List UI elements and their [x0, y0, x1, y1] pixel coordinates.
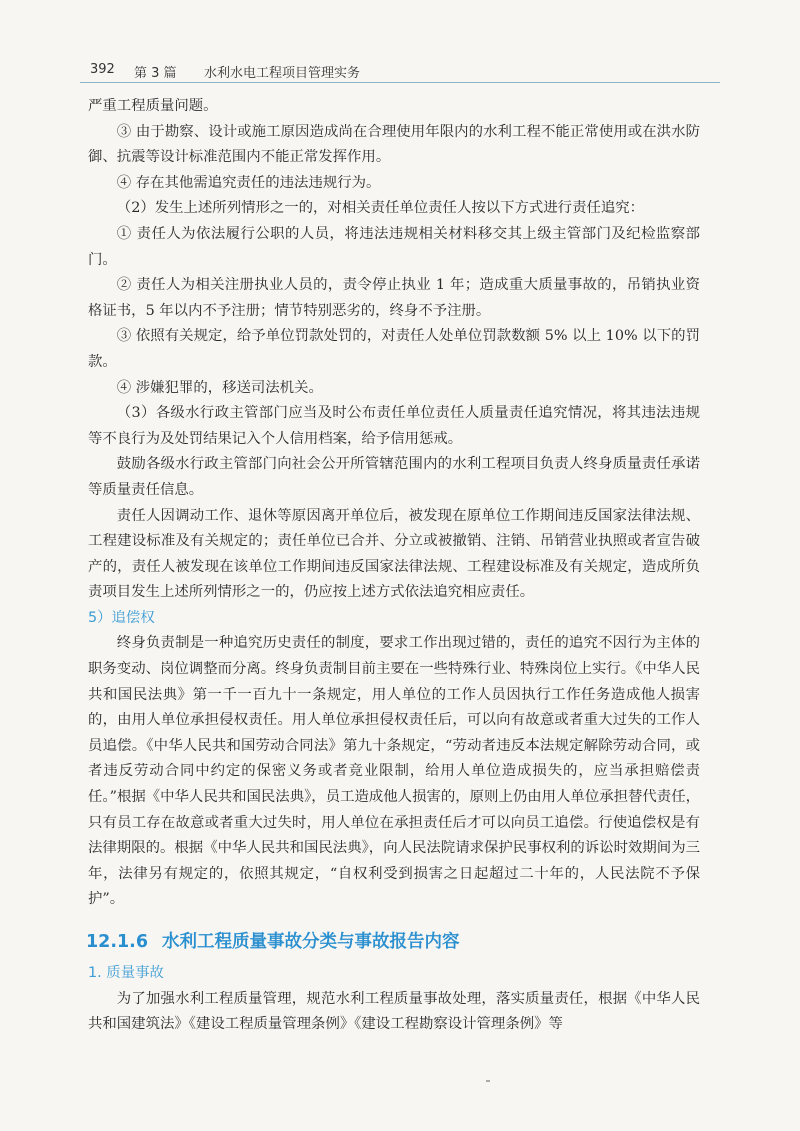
running-header	[80, 58, 720, 84]
section-number: 12.1.6	[86, 932, 149, 952]
paragraph: ① 责任人为依法履行公职的人员，将违法违规相关材料移交其上级主管部门及纪检监察部门。	[88, 225, 700, 268]
paragraph: 责任人因调动工作、退休等原因离开单位后，被发现在原单位工作期间违反国家法律法规、工程建设标准及有关规定的；责任单位已合并、分立或被撤销、注销、吊销营业执照或者宣告破产的，责任人被发现在该单位工作期间违反国家法律法规、工程建设标准及有关规定，造成所负责项目发生上述所列情形之一的，仍应按上述方式依法追究相应责任。	[88, 507, 700, 601]
section-heading	[86, 927, 700, 957]
book-title: 水利水电工程项目管理实务	[204, 66, 361, 81]
section-title: 水利工程质量事故分类与事故报告内容	[162, 932, 460, 952]
subsection-heading: 1. 质量事故	[88, 965, 164, 981]
paragraph: 鼓励各级水行政主管部门向社会公开所管辖范围内的水利工程项目负责人终身质量责任承诺等质量责任信息。	[88, 456, 700, 498]
header-rule	[80, 82, 720, 83]
paragraph-recourse: 终身负责制是一种追究历史责任的制度，要求工作出现过错的，责任的追究不因行为主体的职务变动、岗位调整而分离。终身负责制目前主要在一些特殊行业、特殊岗位上实行。《中华人民共和国民法典》第一千一百九十一条规定，用人单位的工作人员因执行工作任务造成他人损害的，由用人单位承担侵权责任。用人单位承担侵权责任后，可以向有故意或者重大过失的工作人员追偿。《中华人民共和国劳动合同法》第九十条规定，“劳动者违反本法规定解除劳动合同，或者违反劳动合同中约定的保密义务或者竞业限制，给用人单位造成损失的，应当承担赔偿责任。”根据《中华人民共和国民法典》，员工造成他人损害的，原则上仍由用人单位承担替代责任，只有员工存在故意或者重大过失时，用人单位在承担责任后才可以向员工追偿。行使追偿权是有法律期限的。根据《中华人民共和国民法典》，向人民法院请求保护民事权利的诉讼时效期间为三年，法律另有规定的，依照其规定，“自权利受到损害之日起超过二十年的，人民法院不予保护”。	[88, 635, 700, 908]
paragraph: 严重工程质量问题。	[88, 98, 218, 114]
paragraph-final: 为了加强水利工程质量管理，规范水利工程质量事故处理，落实质量责任，根据《中华人民共和国建筑法》《建设工程质量管理条例》《建设工程勘察设计管理条例》等	[88, 990, 700, 1033]
paragraph: ③ 依照有关规定，给予单位罚款处罚的，对责任人处单位罚款数额 5% 以上 10% 以下的罚款。	[88, 328, 700, 370]
paragraph: ④ 涉嫌犯罪的，移送司法机关。	[116, 379, 323, 396]
page-body	[88, 94, 700, 1038]
paragraph: （3）各级水行政主管部门应当及时公布责任单位责任人质量责任追究情况，将其违法违规等不良行为及处罚结果记入个人信用档案，给予信用惩戒。	[88, 405, 700, 447]
subheading-recourse: 5）追偿权	[88, 609, 155, 626]
paragraph: ④ 存在其他需追究责任的违法违规行为。	[116, 174, 381, 191]
part-label: 第 3 篇	[134, 66, 177, 81]
paragraph: ③ 由于勘察、设计或施工原因造成尚在合理使用年限内的水利工程不能正常使用或在洪水防御、抗震等设计标准范围内不能正常发挥作用。	[88, 123, 700, 166]
paragraph: （2）发生上述所列情形之一的，对相关责任单位责任人按以下方式进行责任追究：	[116, 200, 645, 217]
paragraph: ② 责任人为相关注册执业人员的，责令停止执业 1 年；造成重大质量事故的，吊销执业资格证书，5 年以内不予注册；情节特别恶劣的，终身不予注册。	[88, 277, 700, 319]
page-number: 392	[90, 62, 115, 77]
scan-speck	[486, 1080, 490, 1082]
